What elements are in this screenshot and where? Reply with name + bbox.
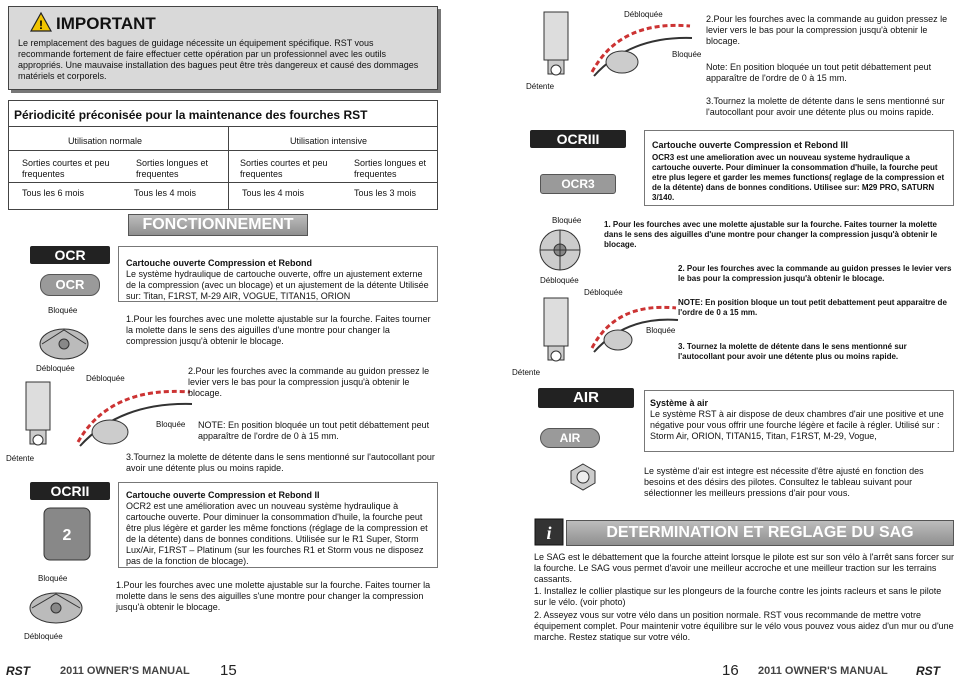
fork-leg-icon: [18, 380, 64, 450]
air-tab: AIR: [538, 388, 634, 408]
warning-triangle-icon: [30, 12, 52, 32]
ocriii-tab: OCRIII: [530, 130, 626, 148]
svg-text:i: i: [546, 523, 552, 543]
fonctionnement-banner: FONCTIONNEMENT: [128, 214, 308, 236]
svg-text:!: !: [39, 18, 43, 32]
important-text: Le remplacement des bagues de guidage nécessite un équipement spécifique. RST vous recommande fortement de faire effectuer cette opération par un professionnel avec les outils appropriés. Une mauvaise installation des bagues peut être très dangereux et causé des dommages matériels et corporels.: [18, 38, 419, 81]
top-note: Note: En position bloquée un tout petit débattement peut apparaître de l'ordre de 0 à 15 mm.: [706, 62, 932, 83]
label-detente: Détente: [526, 82, 555, 91]
page-number: 15: [220, 662, 237, 679]
sag-banner: DETERMINATION ET REGLAGE DU SAG: [566, 520, 954, 546]
sag-p2: 1. Installez le collier plastique sur les plongeurs de la fourche contre les joints racleurs et sans le pilote sur le vélo. (voir photo): [534, 586, 942, 607]
divider: [228, 126, 229, 210]
label-bloquee: Bloquée: [552, 216, 582, 225]
label-bloquee: Bloquée: [48, 306, 78, 315]
ocr-logo: OCR: [40, 274, 100, 296]
important-title: IMPORTANT: [56, 14, 156, 33]
label-debloquee: Débloquée: [24, 632, 63, 641]
label-debloquee: Débloquée: [584, 288, 623, 297]
sag-p3: 2. Asseyez vous sur votre vélo dans un position normale. RST vous recommande de mettre votre équipement complet. Pour maintenir votre équilibre sur le vélo vous pouvez vous aidez d'un mur ou d'une marche. Restez statique sur votre vélo.: [534, 610, 954, 642]
lever-remote-icon: [70, 382, 200, 452]
label-detente: Détente: [6, 454, 35, 463]
ocrii-step1: 1.Pour les fourches avec une molette ajustable sur la fourche. Faites tourner la molette dans le sens des aiguilles s'une montre pour changer la compression jusqu'à obtenir le blocage.: [116, 580, 431, 612]
ocriii-step2: 2. Pour les fourches avec la commande au guidon presses le levier vers le bas pour la compression jusqu'à obtenir le blocage.: [678, 264, 952, 283]
air-text2: Le système d'air est integre est nécessite d'être ajusté en fonction des besoins et des désirs des pilotes. Consultez le tableau suivant pour sélectionner les meilleurs pressions d'air pour vous.: [644, 466, 924, 498]
row-value: Tous les 4 mois: [134, 188, 197, 198]
ocrii-title: Cartouche ouverte Compression et Rebond II: [126, 490, 320, 500]
ocr3-logo: OCR3: [540, 174, 616, 194]
knob-icon: [528, 226, 592, 274]
row-value: Tous les 6 mois: [22, 188, 85, 198]
page-number: 16: [722, 662, 739, 679]
top-step2: 2.Pour les fourches avec la commande au guidon pressez le levier vers le bas pour la compression jusqu'à obtenir le blocage.: [706, 14, 948, 46]
periodicity-title: Périodicité préconisée pour la maintenance des fourches RST: [14, 108, 368, 122]
ocriii-note: NOTE: En position bloque un tout petit debattement peut apparaitre de l'ordre de 0 a 15 mm.: [678, 298, 947, 317]
ocr-step1: 1.Pour les fourches avec une molette ajustable sur la fourche. Faites tourner la molette dans le sens des aiguilles d'une montre pour changer la compression jusqu'à obtenir le blocage.: [126, 314, 431, 346]
row-header: Sorties courtes et peu frequentes: [22, 158, 110, 179]
ocr-text: Le système hydraulique de cartouche ouverte, offre un ajustement externe de la compression (avec un blocage) et un ajustement de la détente Utilisée sur: Titan, F1RST, M-29 AIR, VOGUE, TITAN15, ORION: [126, 269, 429, 301]
row-header: Sorties longues et frequentes: [354, 158, 427, 179]
footer-brand: RST: [6, 664, 30, 678]
knob-icon: [24, 584, 88, 628]
top-step3: 3.Tournez la molette de détente dans le sens mentionné sur l'autocollant pour avoir une détente plus ou moins rapide.: [706, 96, 945, 117]
ocr-title: Cartouche ouverte Compression et Rebond: [126, 258, 313, 268]
label-debloquee: Débloquée: [540, 276, 579, 285]
sag-p1: Le SAG est le débattement que la fourche atteint lorsque le pilote est sur son vélo à l'arrêt sans forcer sur la fourche. Le SAG vous permet d'avoir une meilleur accroche et une meilleur traction sur les terrains cassants.: [534, 552, 954, 584]
fork-leg-icon: [536, 296, 582, 366]
divider: [8, 150, 438, 151]
label-debloquee: Débloquée: [624, 10, 663, 19]
ocr2-logo-icon: [42, 506, 92, 562]
label-bloquee: Bloquée: [672, 50, 702, 59]
lever-remote-icon: [586, 18, 696, 80]
ocr-tab: OCR: [30, 246, 110, 264]
ocr-step2: 2.Pour les fourches avec la commande au guidon pressez le levier vers le bas pour la compression jusqu'à obtenir le blocage.: [188, 366, 430, 398]
divider: [8, 182, 438, 183]
air-title: Système à air: [650, 398, 709, 408]
label-detente: Détente: [512, 368, 541, 377]
row-value: Tous les 4 mois: [242, 188, 305, 198]
footer-brand: RST: [916, 664, 940, 678]
air-logo: AIR: [540, 428, 600, 448]
label-bloquee: Bloquée: [156, 420, 186, 429]
svg-text:2: 2: [62, 527, 72, 544]
row-header: Sorties longues et frequentes: [136, 158, 209, 179]
label-bloquee: Bloquée: [646, 326, 676, 335]
footer-manual: 2011 OWNER'S MANUAL: [60, 665, 190, 677]
ocr-step3: 3.Tournez la molette de détente dans le sens mentionné sur l'autocollant pour avoir une détente plus ou moins rapide.: [126, 452, 435, 473]
label-bloquee: Bloquée: [38, 574, 68, 583]
row-value: Tous les 3 mois: [354, 188, 417, 198]
knob-icon: [34, 318, 94, 362]
valve-cap-icon: [568, 462, 598, 492]
label-debloquee: Débloquée: [36, 364, 75, 373]
divider: [8, 126, 438, 127]
info-icon: [534, 518, 564, 546]
ocriii-step1: 1. Pour les fourches avec une molette ajustable sur la fourche. Faites tourner la molette dans le sens des aiguilles d'une montre pour changer la compression jusqu'à obtenir le blocage.: [604, 220, 938, 249]
label-debloquee: Débloquée: [86, 374, 125, 383]
ocrii-tab: OCRII: [30, 482, 110, 500]
footer-manual: 2011 OWNER'S MANUAL: [758, 665, 888, 677]
air-text: Le système RST à air dispose de deux chambres d'air une positive et une négative pour vous offrir une fourche légère et facile à régler. Utilisé sur : Storm Air, ORION, TITAN15, Titan, F1RST, M-29, Vogue,: [650, 409, 944, 441]
col-normal-header: Utilisation normale: [68, 136, 143, 146]
fork-leg-icon: [536, 10, 582, 80]
ocriii-text: OCR3 est une amelioration avec un nouveau systeme hydraulique a cartouche ouverte. Pour diminuer la consommation d'huile, la fourche peut etre plus legere et garder les memes functions( reglage de la compression et de la détente) dans de bonnes conditions. Utilisee sur: M29 PRO, SATURN 3/140.: [652, 153, 945, 202]
ocriii-step3: 3. Tournez la molette de détente dans le sens mentionné sur l'autocollant pour avoir une détente plus ou moins rapide.: [678, 342, 907, 361]
row-header: Sorties courtes et peu frequentes: [240, 158, 328, 179]
ocrii-text: OCR2 est une amélioration avec un nouveau système hydraulique à cartouche ouverte. Pour diminuer la consommation d'huile, la fourche peut être plus légère et garder les même fonctions (réglage de la compression et de la détente) dans de bonnes conditions. Utilisée sur le R1 Super, Storm Lux/Air, F1RST – Platinum (sur les fourches R1 et Storm vous ne disposez pas de la fonction de blocage).: [126, 501, 428, 566]
ocriii-title: Cartouche ouverte Compression et Rebond III: [652, 140, 849, 150]
col-intensive-header: Utilisation intensive: [290, 136, 368, 146]
ocr-note: NOTE: En position bloquée un tout petit débattement peut apparaître de l'ordre de 0 à 15 mm.: [198, 420, 430, 441]
